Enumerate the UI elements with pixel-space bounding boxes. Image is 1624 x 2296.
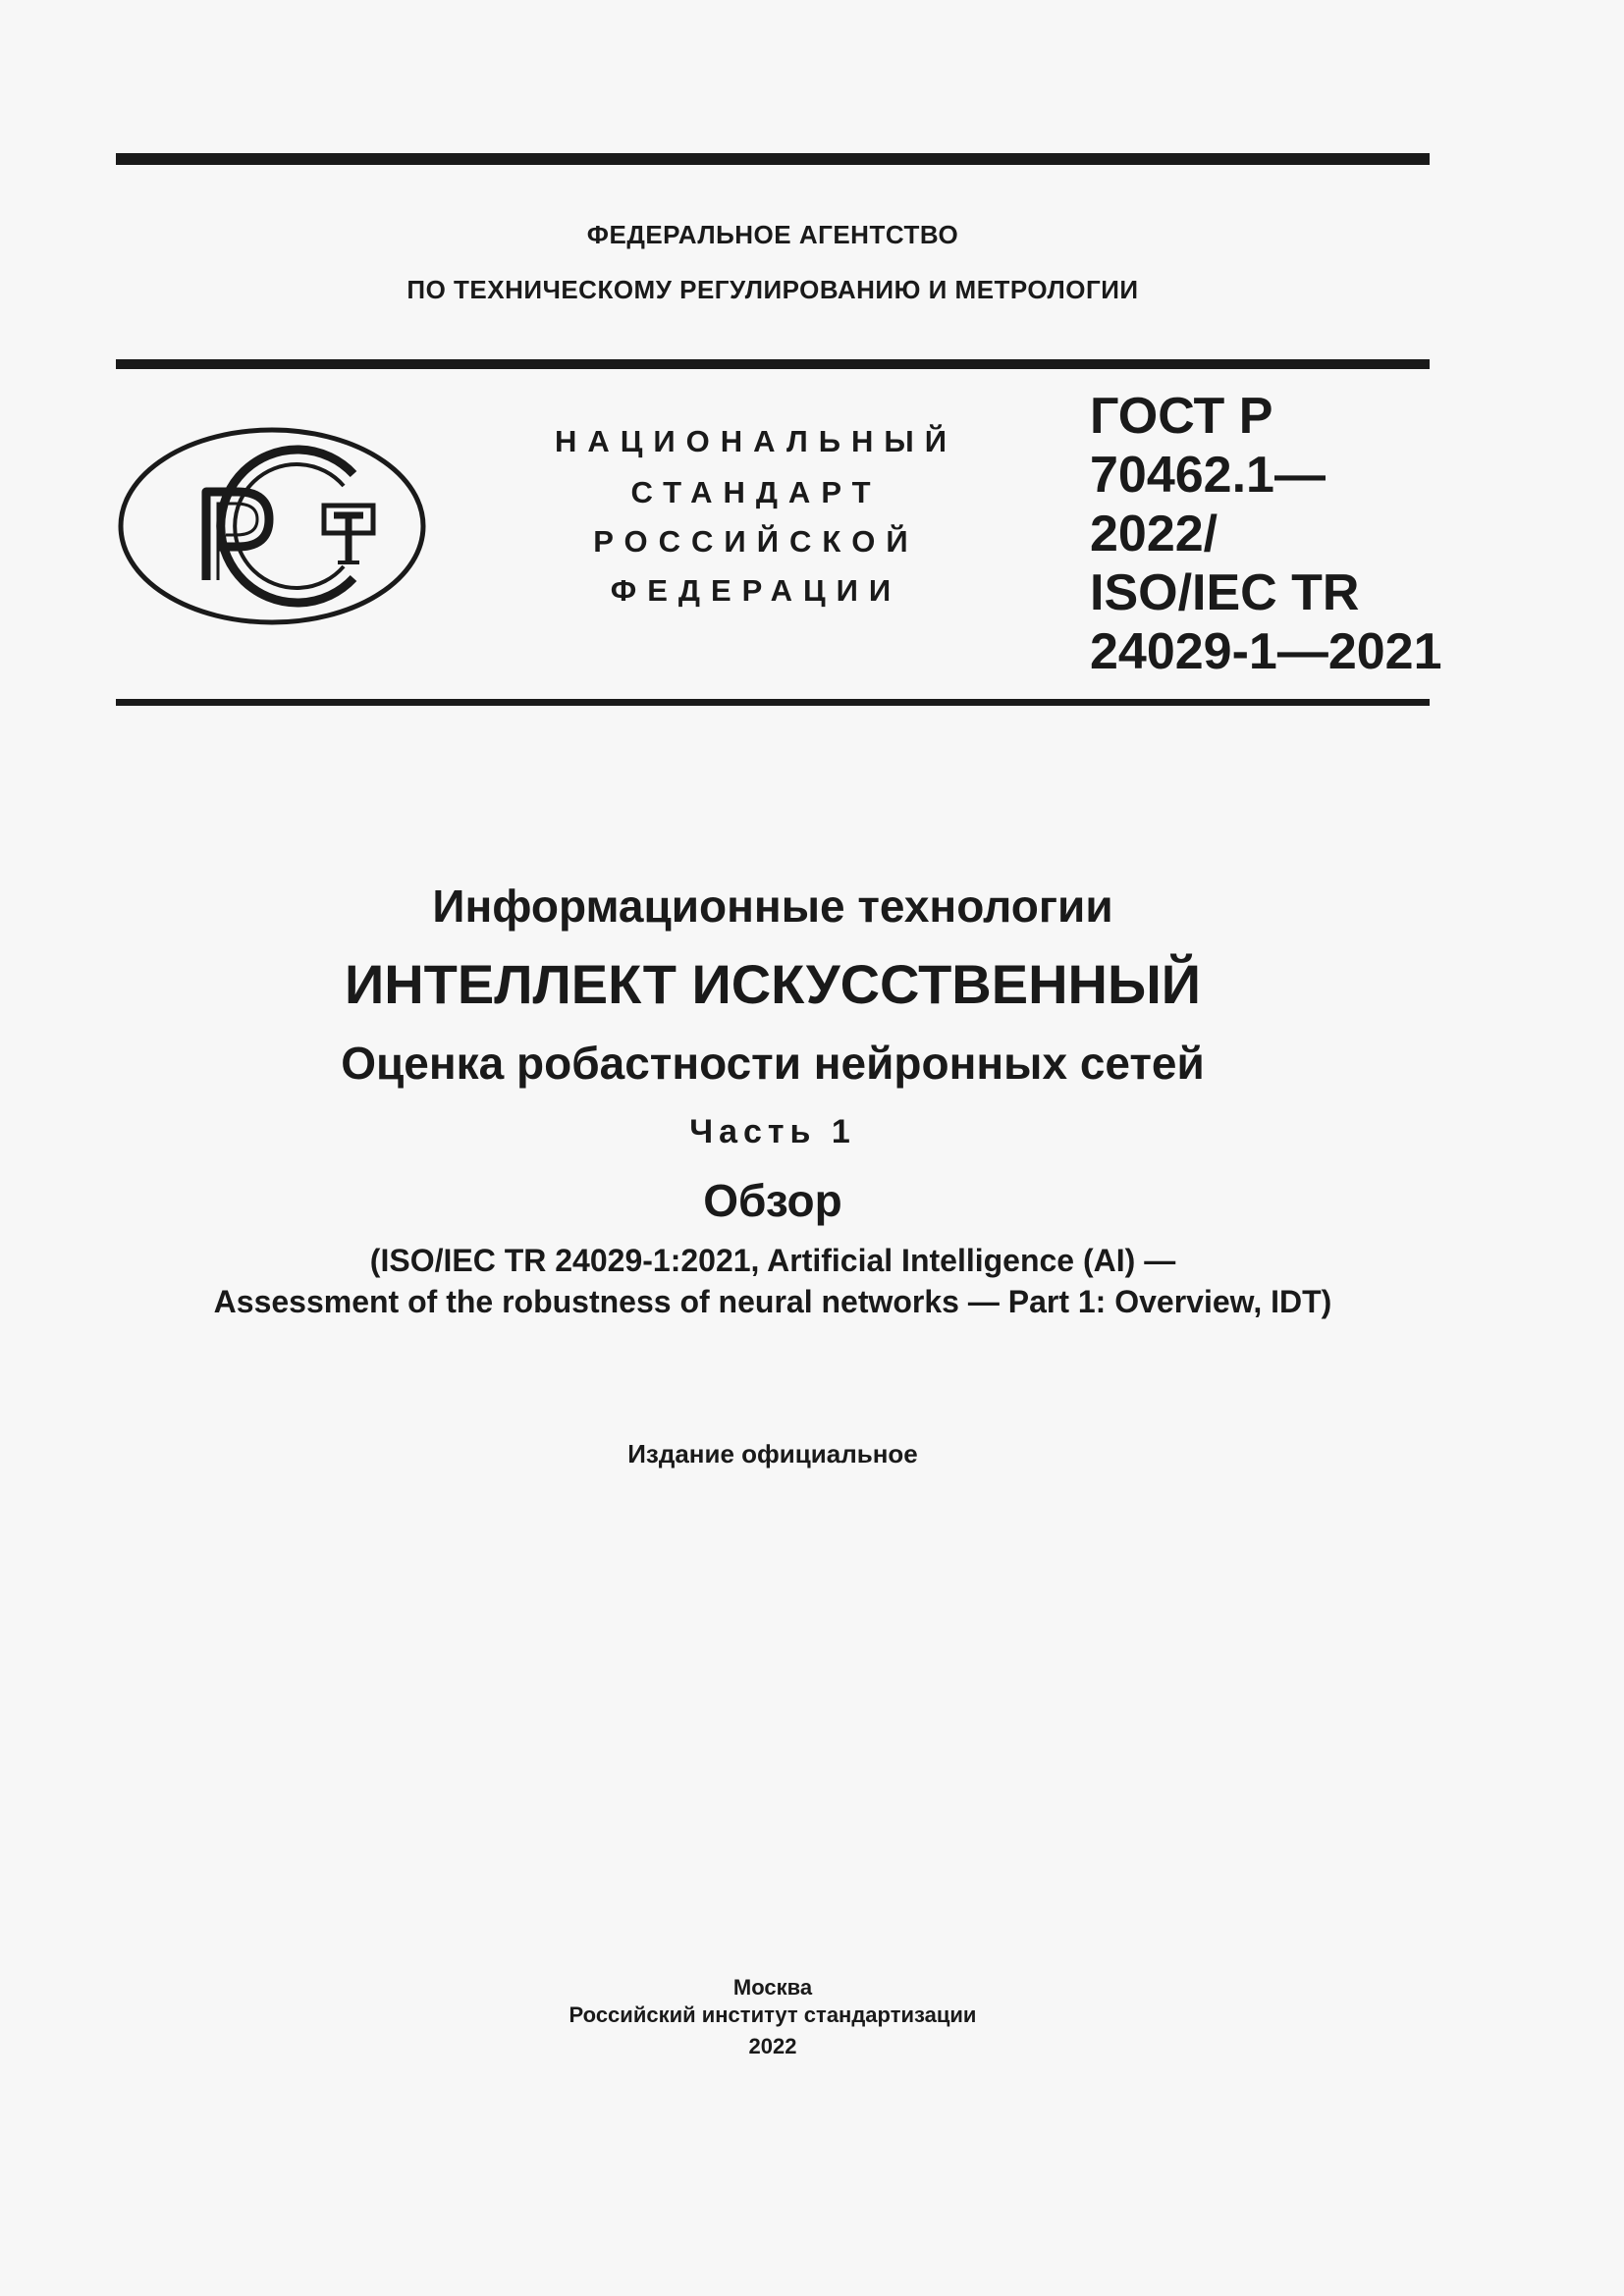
standard-designation bbox=[1090, 387, 1442, 681]
designation-line-5: 24029-1—2021 bbox=[1090, 623, 1442, 680]
title-field: Информационные технологии bbox=[432, 881, 1113, 932]
national-standard-line-2: СТАНДАРТ bbox=[630, 475, 882, 509]
agency-line-1: ФЕДЕРАЛЬНОЕ АГЕНТСТВО bbox=[586, 220, 959, 249]
designation-line-2: 70462.1— bbox=[1090, 447, 1326, 504]
title-subtitle: Оценка робастности нейронных сетей bbox=[341, 1038, 1205, 1089]
imprint-city: Москва bbox=[732, 1975, 813, 2000]
national-standard-line-3: РОССИЙСКОЙ bbox=[593, 524, 919, 559]
top-rule bbox=[116, 153, 1430, 165]
bottom-rule bbox=[116, 699, 1430, 706]
designation-line-1: ГОСТ Р bbox=[1090, 388, 1273, 445]
title-part: Часть 1 bbox=[689, 1113, 856, 1150]
edition-label: Издание официальное bbox=[627, 1439, 918, 1468]
designation-line-3: 2022/ bbox=[1090, 506, 1218, 562]
middle-rule bbox=[116, 359, 1430, 369]
national-standard-line-1: НАЦИОНАЛЬНЫЙ bbox=[554, 424, 958, 458]
national-standard-line-4: ФЕДЕРАЦИИ bbox=[610, 573, 902, 608]
original-title-line-1: (ISO/IEC TR 24029-1:2021, Artificial Intelligence (AI) — bbox=[369, 1243, 1176, 1278]
designation-line-4: ISO/IEC TR bbox=[1090, 564, 1360, 621]
rst-certification-mark-icon bbox=[116, 425, 428, 627]
original-title-line-2: Assessment of the robustness of neural networks — Part 1: Overview, IDT) bbox=[213, 1284, 1332, 1319]
title-main: ИНТЕЛЛЕКТ ИСКУССТВЕННЫЙ bbox=[344, 953, 1202, 1015]
title-part-name: Обзор bbox=[703, 1175, 842, 1226]
agency-line-2: ПО ТЕХНИЧЕСКОМУ РЕГУЛИРОВАНИЮ И МЕТРОЛОГИИ bbox=[406, 275, 1139, 304]
imprint-year: 2022 bbox=[748, 2034, 797, 2058]
imprint-publisher: Российский институт стандартизации bbox=[568, 2002, 977, 2027]
